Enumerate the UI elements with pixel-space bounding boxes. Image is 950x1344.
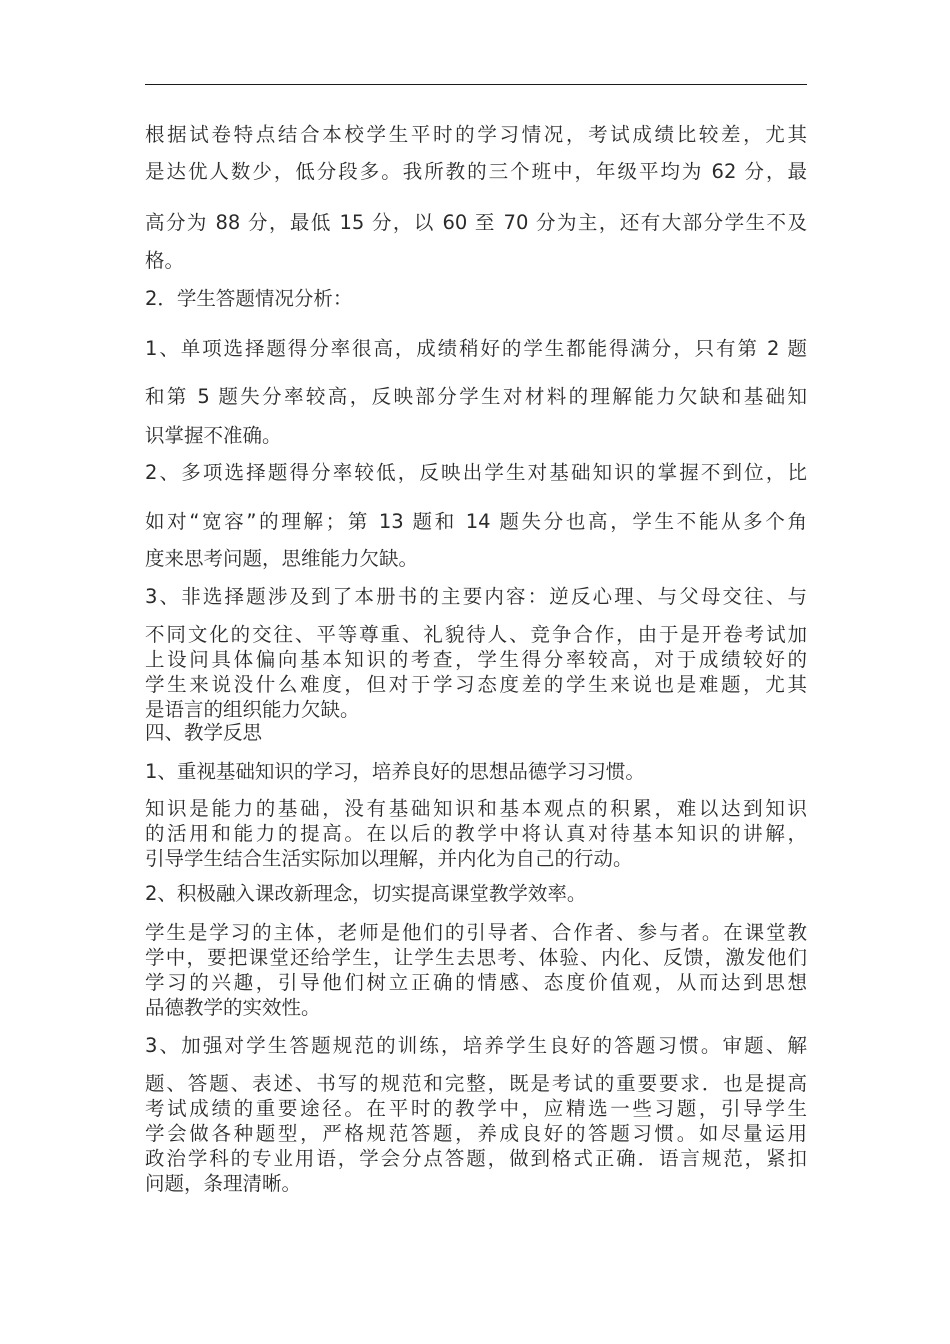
text-line: 学会做各种题型，严格规范答题，养成良好的答题习惯。如尽量运用 <box>145 1122 807 1145</box>
header-rule <box>145 84 807 85</box>
text-line: 根据试卷特点结合本校学生平时的学习情况，考试成绩比较差，尤其 <box>145 123 807 146</box>
text-line: 上设问具体偏向基本知识的考查，学生得分率较高，对于成绩较好的 <box>145 648 807 671</box>
text-line: 识掌握不准确。 <box>145 424 282 447</box>
subheading: 1、重视基础知识的学习，培养良好的思想品德学习习惯。 <box>145 760 645 783</box>
text-line: 政治学科的专业用语，学会分点答题，做到格式正确．语言规范，紧扣 <box>145 1147 807 1170</box>
text-line: 不同文化的交往、平等尊重、礼貌待人、竞争合作，由于是开卷考试加 <box>145 623 807 646</box>
text-line: 如对“宽容”的理解；第 13 题和 14 题失分也高，学生不能从多个角 <box>145 510 807 533</box>
text-line: 学习的兴趣，引导他们树立正确的情感、态度价值观，从而达到思想 <box>145 971 807 994</box>
text-line: 是语言的组织能力欠缺。 <box>145 698 360 721</box>
text-line: 2、多项选择题得分率较低，反映出学生对基础知识的掌握不到位，比 <box>145 461 807 484</box>
text-line: 知识是能力的基础，没有基础知识和基本观点的积累，难以达到知识 <box>145 797 807 820</box>
text-line: 和第 5 题失分率较高，反映部分学生对材料的理解能力欠缺和基础知 <box>145 385 807 408</box>
text-line: 1、单项选择题得分率很高，成绩稍好的学生都能得满分，只有第 2 题 <box>145 337 807 360</box>
subheading: 2、积极融入课改新理念，切实提高课堂教学效率。 <box>145 882 587 905</box>
text-line: 问题，条理清晰。 <box>145 1172 302 1195</box>
text-line: 高分为 88 分，最低 15 分，以 60 至 70 分为主，还有大部分学生不及 <box>145 211 807 234</box>
text-line: 学生是学习的主体，老师是他们的引导者、合作者、参与者。在课堂教 <box>145 921 807 944</box>
text-line: 的活用和能力的提高。在以后的教学中将认真对待基本知识的讲解， <box>145 822 807 845</box>
text-line: 品德教学的实效性。 <box>145 996 321 1019</box>
text-line: 3、加强对学生答题规范的训练，培养学生良好的答题习惯。审题、解 <box>145 1034 807 1057</box>
text-line: 考试成绩的重要途径。在平时的教学中，应精选一些习题，引导学生 <box>145 1097 807 1120</box>
section-heading: 四、教学反思 <box>145 721 263 744</box>
text-line: 度来思考问题，思维能力欠缺。 <box>145 547 419 570</box>
text-line: 学中，要把课堂还给学生，让学生去思考、体验、内化、反馈，激发他们 <box>145 946 807 969</box>
text-line: 3、非选择题涉及到了本册书的主要内容：逆反心理、与父母交往、与 <box>145 585 807 608</box>
text-line: 学生来说没什么难度，但对于学习态度差的学生来说也是难题，尤其 <box>145 673 807 696</box>
text-line: 格。 <box>145 249 185 272</box>
text-line: 题、答题、表述、书写的规范和完整，既是考试的重要要求．也是提高 <box>145 1072 807 1095</box>
text-line: 是达优人数少，低分段多。我所教的三个班中，年级平均为 62 分，最 <box>145 160 807 183</box>
text-line: 引导学生结合生活实际加以理解，并内化为自己的行动。 <box>145 847 633 870</box>
section-heading: 2．学生答题情况分析： <box>145 287 353 310</box>
